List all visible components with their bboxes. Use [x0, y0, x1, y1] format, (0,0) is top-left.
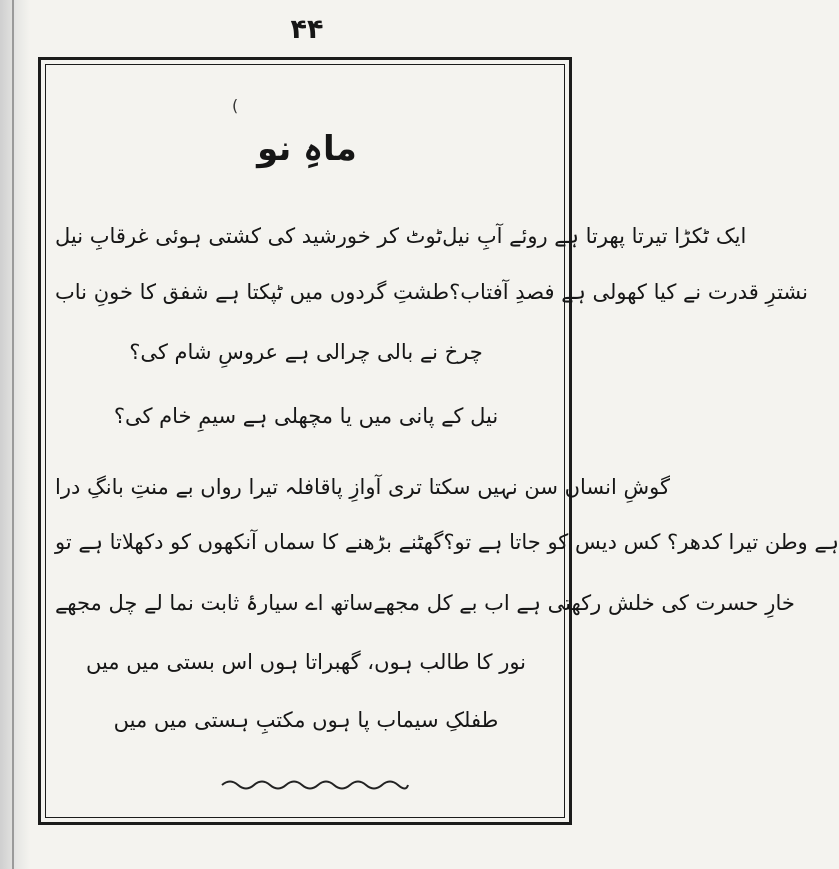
couplet-4-right-line: گھٹنے بڑھنے کا سماں آنکھوں کو دکھلاتا ہے تو — [55, 530, 444, 554]
couplet-3-right-line: قافلہ تیرا رواں بے منتِ بانگِ درا — [55, 475, 331, 499]
couplet-5 — [55, 585, 795, 621]
wavy-ornament — [220, 776, 410, 794]
couplet-3 — [55, 469, 670, 505]
couplet-1-left-line: ایک ٹکڑا تیرتا پھرتا ہے روئے آبِ نیل — [442, 224, 747, 248]
center-line-3: نور کا طالب ہوں، گھبراتا ہوں اس بستی میں میں — [85, 650, 527, 674]
couplet-3-left-line: گوشِ انساں سن نہیں سکتا تری آوازِ پا — [330, 475, 670, 499]
page-border-inner — [45, 64, 565, 818]
couplet-1 — [55, 218, 747, 254]
couplet-2 — [55, 274, 808, 310]
couplet-2-right-line: طشتِ گردوں میں ٹپکتا ہے شفق کا خونِ ناب — [55, 280, 450, 304]
couplet-1-right-line: ٹوٹ کر خورشید کی کشتی ہوئی غرقابِ نیل — [55, 224, 443, 248]
center-line-2: نیل کے پانی میں یا مچھلی ہے سیمِ خام کی؟ — [113, 404, 499, 428]
couplet-4-left-line: ہے وطن تیرا کدھر؟ کس دیس کو جاتا ہے تو؟ — [443, 530, 839, 554]
couplet-5-right-line: ساتھ اے سیارۂ ثابت نما لے چل مجھے — [55, 591, 374, 615]
center-line-4: طفلکِ سیماب پا ہوں مکتبِ ہستی میں میں — [113, 708, 499, 732]
center-line-1: چرخ نے بالی چرالی ہے عروسِ شام کی؟ — [129, 340, 483, 364]
couplet-2-left-line: نشترِ قدرت نے کیا کھولی ہے فصدِ آفتاب؟ — [449, 280, 808, 304]
ink-mark: ( — [232, 96, 239, 115]
couplet-4 — [55, 524, 839, 560]
page-number: ۴۴ — [290, 14, 324, 45]
poem-title: ماہِ نو — [257, 129, 357, 169]
couplet-5-left-line: خارِ حسرت کی خلش رکھتی ہے اب بے کل مجھے — [373, 591, 795, 615]
